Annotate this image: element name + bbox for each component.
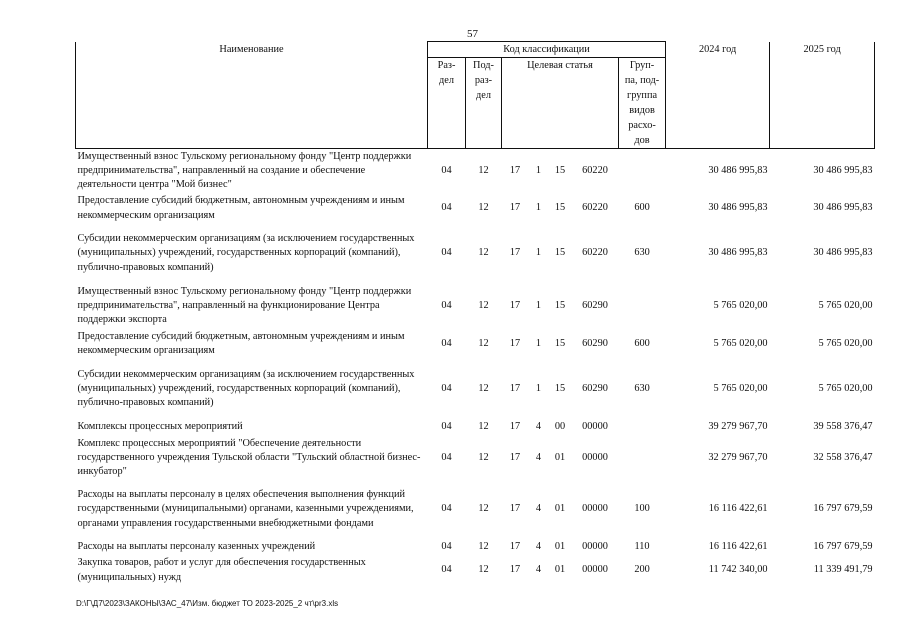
row-amount-2025: 39 558 376,47 bbox=[813, 420, 873, 432]
table-row bbox=[76, 481, 875, 539]
row-razdel: 04 bbox=[441, 337, 452, 349]
row-cs-structure: 15 bbox=[554, 247, 566, 259]
row-name: Имущественный взнос Тульскому региональному фонду "Центр поддержки предпринимательства", направленный на создание и обеспечение деятельности центра "Мой бизнес" bbox=[77, 150, 412, 191]
header-year-2025: 2025 год bbox=[770, 42, 875, 149]
table-row bbox=[76, 329, 875, 360]
row-cs-structure: 15 bbox=[554, 382, 566, 394]
row-razdel: 04 bbox=[441, 299, 452, 311]
row-podrazdel: 12 bbox=[478, 165, 489, 177]
row-cs-direction: 00000 bbox=[582, 540, 608, 552]
row-amount-2025: 5 765 020,00 bbox=[818, 337, 873, 349]
row-group: 600 bbox=[634, 337, 650, 349]
row-cs-direction: 60290 bbox=[582, 382, 608, 394]
row-cs-program: 17 bbox=[509, 420, 521, 432]
row-cs-structure: 15 bbox=[554, 337, 566, 349]
table-row bbox=[76, 224, 875, 284]
table-header bbox=[76, 42, 875, 149]
row-group: 630 bbox=[634, 382, 650, 394]
table-row bbox=[76, 419, 875, 436]
row-amount-2024: 5 765 020,00 bbox=[713, 337, 768, 349]
table-row bbox=[76, 194, 875, 224]
row-amount-2025: 30 486 995,83 bbox=[813, 165, 873, 177]
row-cs-direction: 60290 bbox=[582, 337, 608, 349]
row-name: Субсидии некоммерческим организациям (за исключением государственных (муниципальных) учреждений, государственных корпораций (компаний), публично-правовых компаний) bbox=[77, 233, 415, 273]
row-amount-2024: 30 486 995,83 bbox=[708, 202, 768, 214]
table-row bbox=[76, 436, 875, 481]
row-name: Субсидии некоммерческим организациям (за исключением государственных (муниципальных) учреждений, государственных корпораций (компаний), публично-правовых компаний) bbox=[77, 368, 415, 409]
row-group bbox=[619, 284, 666, 329]
row-cs-program: 17 bbox=[509, 337, 521, 349]
row-razdel: 04 bbox=[441, 503, 452, 515]
header-expense-group: Груп- па, под- группа видов расхо- дов bbox=[619, 58, 666, 149]
row-name: Комплексы процессных мероприятий bbox=[77, 420, 243, 432]
header-target-article: Целевая статья bbox=[502, 58, 619, 149]
footer-file-path: D:\Г\Д7\2023\ЗАКОНЫ\ЗАС_47\Изм. бюджет ТО 2023-2025_2 чт\pr3.xls bbox=[76, 599, 339, 608]
row-group: 100 bbox=[634, 503, 650, 515]
row-cs-structure: 15 bbox=[554, 299, 566, 311]
row-podrazdel: 12 bbox=[478, 202, 489, 214]
row-cs-type: 1 bbox=[535, 202, 542, 214]
row-razdel: 04 bbox=[441, 451, 452, 463]
row-cs-type: 1 bbox=[535, 247, 542, 259]
row-amount-2024: 30 486 995,83 bbox=[708, 247, 768, 259]
row-group: 200 bbox=[634, 564, 650, 576]
row-podrazdel: 12 bbox=[478, 564, 489, 576]
row-cs-direction: 60290 bbox=[582, 299, 608, 311]
row-cs-type: 4 bbox=[535, 451, 542, 463]
row-cs-structure: 00 bbox=[554, 420, 566, 432]
row-amount-2024: 5 765 020,00 bbox=[713, 382, 768, 394]
row-name: Закупка товаров, работ и услуг для обеспечения государственных (муниципальных) нужд bbox=[77, 557, 366, 583]
row-podrazdel: 12 bbox=[478, 451, 489, 463]
row-razdel: 04 bbox=[441, 202, 452, 214]
row-cs-type: 1 bbox=[535, 337, 542, 349]
header-podrazdel: Под- раз- дел bbox=[466, 58, 502, 149]
row-cs-type: 4 bbox=[535, 420, 542, 432]
row-amount-2025: 32 558 376,47 bbox=[813, 451, 873, 463]
row-cs-type: 4 bbox=[535, 564, 542, 576]
table-row bbox=[76, 360, 875, 419]
row-group: 600 bbox=[634, 202, 650, 214]
row-cs-program: 17 bbox=[509, 247, 521, 259]
row-amount-2024: 16 116 422,61 bbox=[708, 503, 768, 515]
row-group bbox=[619, 436, 666, 481]
row-cs-structure: 15 bbox=[554, 202, 566, 214]
row-amount-2025: 11 339 491,79 bbox=[813, 564, 873, 576]
row-razdel: 04 bbox=[441, 564, 452, 576]
row-cs-program: 17 bbox=[509, 503, 521, 515]
row-cs-direction: 00000 bbox=[582, 451, 608, 463]
row-podrazdel: 12 bbox=[478, 420, 489, 432]
row-cs-program: 17 bbox=[509, 451, 521, 463]
table-row bbox=[76, 149, 875, 194]
row-cs-structure: 01 bbox=[554, 503, 566, 515]
page-number: 57 bbox=[467, 28, 478, 40]
row-cs-program: 17 bbox=[509, 299, 521, 311]
row-group bbox=[619, 419, 666, 436]
table-row bbox=[76, 284, 875, 329]
header-classification-code: Код классификации bbox=[428, 42, 666, 58]
row-group: 110 bbox=[634, 540, 650, 552]
row-group: 630 bbox=[634, 247, 650, 259]
row-razdel: 04 bbox=[441, 165, 452, 177]
row-amount-2024: 30 486 995,83 bbox=[708, 165, 768, 177]
row-razdel: 04 bbox=[441, 540, 452, 552]
budget-table bbox=[75, 41, 875, 586]
row-name: Предоставление субсидий бюджетным, автономным учреждениям и иным некоммерческим организациям bbox=[77, 330, 405, 356]
row-cs-program: 17 bbox=[509, 540, 521, 552]
row-cs-program: 17 bbox=[509, 165, 521, 177]
row-amount-2025: 5 765 020,00 bbox=[818, 299, 873, 311]
row-cs-structure: 01 bbox=[554, 451, 566, 463]
table-row bbox=[76, 556, 875, 586]
row-amount-2024: 32 279 967,70 bbox=[708, 451, 768, 463]
header-razdel: Раз- дел bbox=[428, 58, 466, 149]
table-body bbox=[76, 149, 875, 586]
row-name: Комплекс процессных мероприятий "Обеспечение деятельности государственного учреждения Тульской области "Тульский областной бизнес-инкубатор" bbox=[77, 437, 421, 478]
row-amount-2024: 39 279 967,70 bbox=[708, 420, 768, 432]
row-podrazdel: 12 bbox=[478, 540, 489, 552]
row-cs-structure: 15 bbox=[554, 165, 566, 177]
row-name: Имущественный взнос Тульскому региональному фонду "Центр поддержки предпринимательства", направленный на функционирование Центра поддержки экспорта bbox=[77, 285, 412, 326]
row-cs-program: 17 bbox=[509, 202, 521, 214]
row-name: Расходы на выплаты персоналу в целях обеспечения выполнения функций государственными (муниципальными) органами, казенными учреждениями, органами управления государственными внебюджетными фондами bbox=[77, 489, 414, 529]
row-cs-type: 1 bbox=[535, 382, 542, 394]
table-row bbox=[76, 539, 875, 556]
row-amount-2025: 16 797 679,59 bbox=[813, 503, 873, 515]
row-cs-type: 4 bbox=[535, 540, 542, 552]
row-amount-2025: 30 486 995,83 bbox=[813, 247, 873, 259]
row-amount-2024: 16 116 422,61 bbox=[708, 540, 768, 552]
row-razdel: 04 bbox=[441, 247, 452, 259]
row-razdel: 04 bbox=[441, 382, 452, 394]
row-cs-direction: 00000 bbox=[582, 503, 608, 515]
row-group bbox=[619, 149, 666, 194]
row-podrazdel: 12 bbox=[478, 337, 489, 349]
row-amount-2025: 16 797 679,59 bbox=[813, 540, 873, 552]
row-amount-2024: 11 742 340,00 bbox=[708, 564, 768, 576]
row-cs-direction: 60220 bbox=[582, 165, 608, 177]
row-podrazdel: 12 bbox=[478, 382, 489, 394]
row-cs-direction: 00000 bbox=[582, 420, 608, 432]
row-cs-type: 4 bbox=[535, 503, 542, 515]
row-amount-2025: 30 486 995,83 bbox=[813, 202, 873, 214]
row-cs-type: 1 bbox=[535, 165, 542, 177]
row-cs-structure: 01 bbox=[554, 564, 566, 576]
row-amount-2025: 5 765 020,00 bbox=[818, 382, 873, 394]
row-podrazdel: 12 bbox=[478, 299, 489, 311]
row-podrazdel: 12 bbox=[478, 503, 489, 515]
header-year-2024: 2024 год bbox=[666, 42, 770, 149]
row-razdel: 04 bbox=[441, 420, 452, 432]
row-cs-program: 17 bbox=[509, 564, 521, 576]
row-cs-direction: 60220 bbox=[582, 202, 608, 214]
row-podrazdel: 12 bbox=[478, 247, 489, 259]
row-cs-program: 17 bbox=[509, 382, 521, 394]
row-name: Расходы на выплаты персоналу казенных учреждений bbox=[77, 540, 316, 552]
row-cs-structure: 01 bbox=[554, 540, 566, 552]
row-amount-2024: 5 765 020,00 bbox=[713, 299, 768, 311]
row-cs-direction: 60220 bbox=[582, 247, 608, 259]
row-cs-type: 1 bbox=[535, 299, 542, 311]
header-name: Наименование bbox=[76, 42, 428, 149]
row-name: Предоставление субсидий бюджетным, автономным учреждениям и иным некоммерческим организациям bbox=[77, 195, 405, 221]
row-cs-direction: 00000 bbox=[582, 564, 608, 576]
